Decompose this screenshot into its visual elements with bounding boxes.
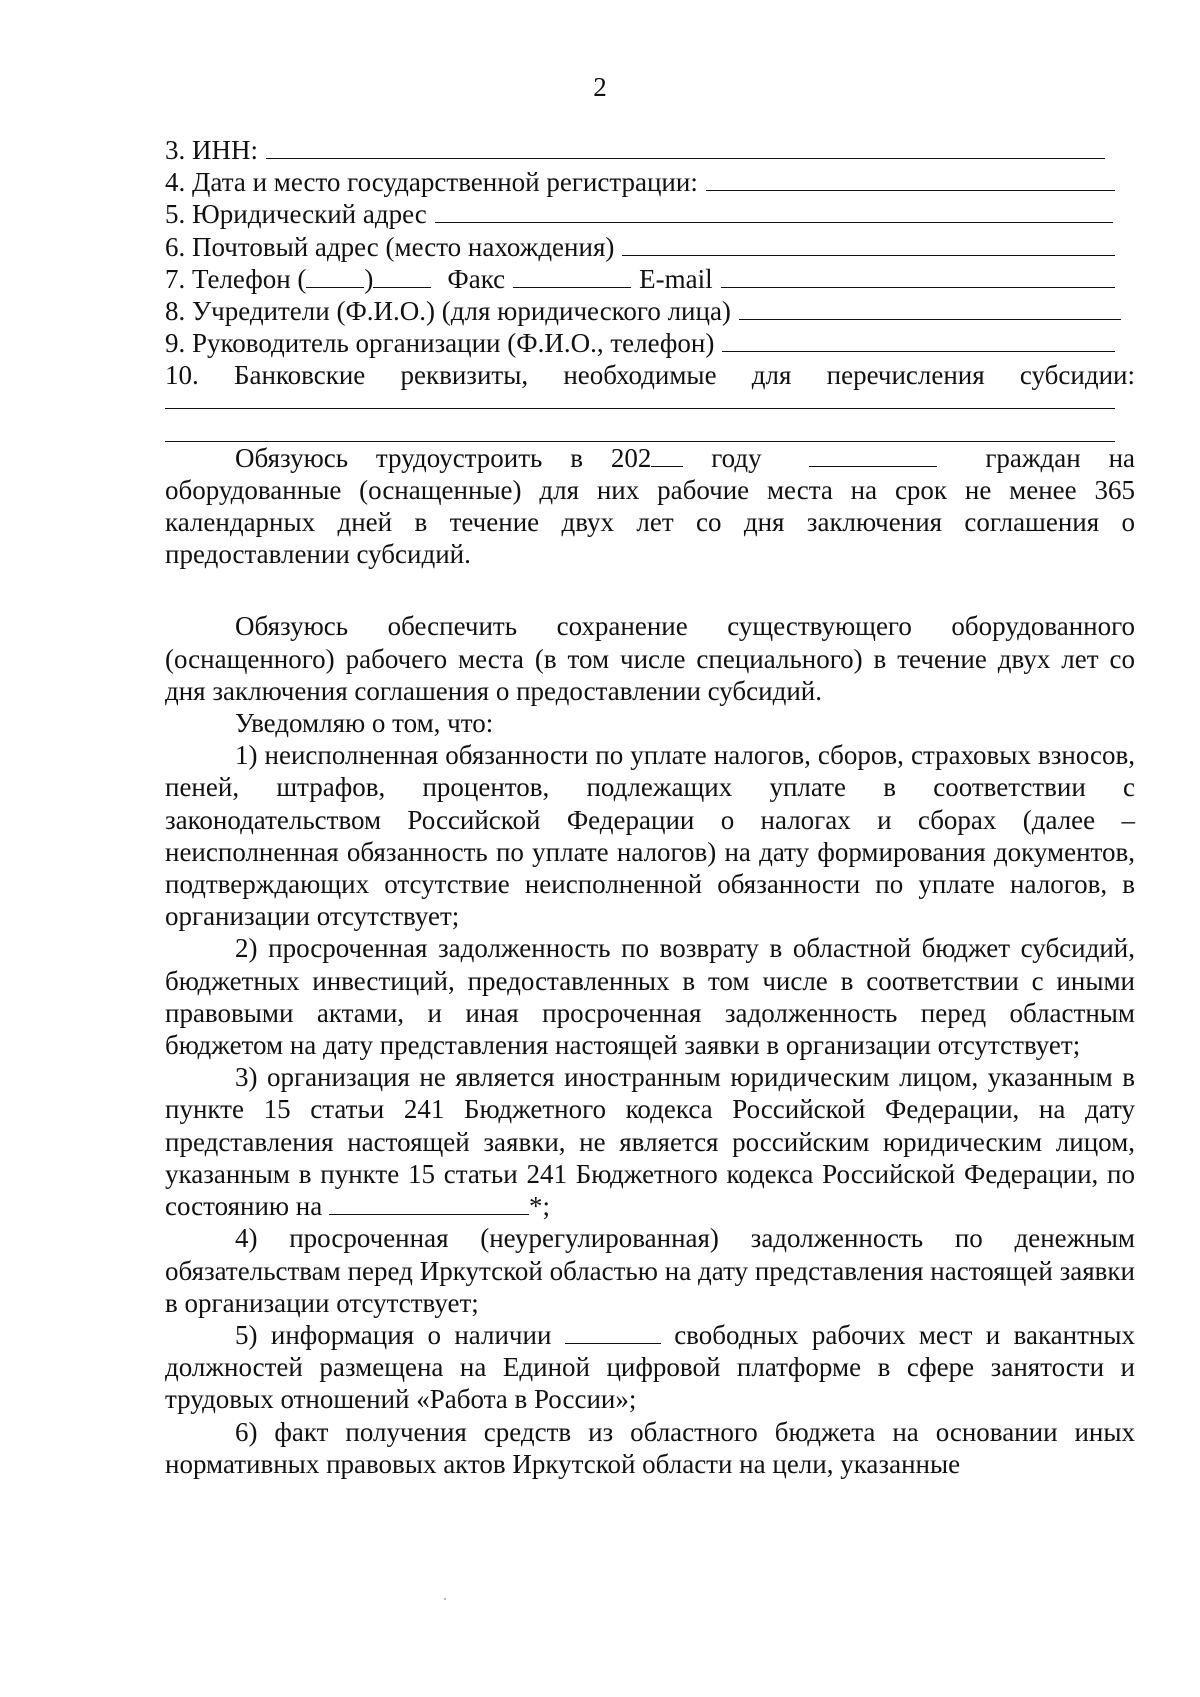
- field-bank-label: [165, 359, 1135, 391]
- field-legal-address-blank[interactable]: [435, 200, 1113, 223]
- page-number: 2: [593, 72, 607, 102]
- bank-word: 10.: [165, 360, 199, 391]
- field-phone-code-blank[interactable]: [306, 265, 364, 288]
- field-legal-address-label: 5. Юридический адрес: [165, 199, 427, 230]
- employment-text-1: Обязуюсь трудоустроить в 202: [235, 442, 652, 473]
- item-5-text-1: 5) информация о наличии: [235, 1319, 552, 1350]
- year-blank[interactable]: [651, 444, 683, 467]
- item-5-text-2: свободных рабочих мест и вакантных должностей размещена на Единой цифровой платформе в сфере занятости и трудовых отношений «Работа в России»;: [165, 1319, 1135, 1415]
- bank-details-blank-1[interactable]: [165, 392, 1115, 409]
- bank-word: необходимые: [563, 360, 717, 391]
- item-4: 4) просроченная (неурегулированная) задолженность по денежным обязательствам перед Иркутской областью на дату представления настоящей заявки в организации отсутствует;: [165, 1223, 1135, 1318]
- bank-word: реквизиты,: [400, 360, 529, 391]
- preservation-commitment: Обязуюсь обеспечить сохранение существующего оборудованного (оснащенного) рабочего места (в том числе специального) в течение двух лет со дня заключения соглашения о предоставлении субсидий.: [165, 611, 1135, 706]
- field-contacts: [165, 263, 1135, 295]
- field-legal-address: [165, 198, 1135, 230]
- scan-speck: [444, 1598, 446, 1600]
- field-founders: [165, 295, 1135, 327]
- item-6: 6) факт получения средств из областного бюджета на основании иных нормативных правовых актов Иркутской области на цели, указанные: [165, 1416, 1135, 1479]
- field-fax-label: Факс: [447, 263, 506, 294]
- employment-text-2: году: [711, 442, 762, 473]
- bank-word: для: [751, 360, 792, 391]
- field-phone-label: 7. Телефон (: [165, 263, 307, 294]
- field-founders-blank[interactable]: [739, 297, 1121, 320]
- field-head: [165, 327, 1135, 359]
- field-registration: [165, 166, 1135, 198]
- field-fax-blank[interactable]: [513, 265, 631, 288]
- item-3-footnote: *;: [529, 1191, 551, 1222]
- field-inn-blank[interactable]: [266, 136, 1105, 159]
- vacancies-count-blank[interactable]: [565, 1321, 661, 1344]
- field-phone-close: ): [364, 263, 374, 294]
- bank-word: перечисления: [826, 360, 985, 391]
- bank-word: Банковские: [233, 360, 366, 391]
- document-body: [165, 134, 1135, 1480]
- item-1: 1) неисполненная обязанности по уплате налогов, сборов, страховых взносов, пеней, штрафов, процентов, подлежащих уплате в соответствии с законодательством Российской Федерации о налогах и сборах (далее – неисполненная обязанность по уплате налогов) на дату формирования документов, подтверждающих отсутствие неисполненной обязанности по уплате налогов, в организации отсутствует;: [165, 740, 1135, 932]
- field-postal-address: [165, 231, 1135, 263]
- field-founders-label: 8. Учредители (Ф.И.О.) (для юридического лица): [165, 296, 731, 327]
- field-head-label: 9. Руководитель организации (Ф.И.О., телефон): [165, 328, 715, 359]
- bank-details-blank-2[interactable]: [165, 409, 1115, 442]
- field-phone-blank[interactable]: [373, 265, 431, 288]
- notification-intro: Уведомляю о том, что:: [235, 708, 494, 739]
- field-head-blank[interactable]: [722, 329, 1115, 352]
- employment-text-3: граждан на оборудованные (оснащенные) для них рабочие места на срок не менее 365 календарных дней в течение двух лет со дня заключения соглашения о предоставлении субсидий.: [165, 442, 1136, 570]
- item-5: [165, 1319, 1135, 1416]
- field-inn: [165, 134, 1135, 166]
- field-registration-label: 4. Дата и место государственной регистрации:: [165, 167, 698, 198]
- item-3-text: 3) организация не является иностранным юридическим лицом, указанным в пункте 15 статьи 241 Бюджетного кодекса Российской Федерации, на дату представления настоящей заявки, не является российским юридическим лицом, указанным в пункте 15 статьи 241 Бюджетного кодекса Российской Федерации, по состоянию на: [165, 1062, 1135, 1222]
- field-postal-address-blank[interactable]: [622, 233, 1115, 256]
- status-date-blank[interactable]: [329, 1192, 529, 1215]
- citizens-count-blank[interactable]: [809, 444, 937, 467]
- field-inn-label: 3. ИНН:: [165, 135, 258, 165]
- bank-word: субсидии:: [1019, 360, 1135, 391]
- field-registration-blank[interactable]: [706, 168, 1115, 191]
- item-3: [165, 1061, 1135, 1222]
- field-postal-address-label: 6. Почтовый адрес (место нахождения): [165, 231, 615, 262]
- field-email-blank[interactable]: [721, 265, 1115, 288]
- item-2: 2) просроченная задолженность по возврату в областной бюджет субсидий, бюджетных инвестиций, предоставленных в том числе в соответствии с иными правовыми актами, и иная просроченная задолженность перед областным бюджетом на дату представления настоящей заявки в организации отсутствует;: [165, 933, 1135, 1061]
- field-email-label: E-mail: [639, 263, 713, 294]
- employment-commitment: [165, 442, 1135, 571]
